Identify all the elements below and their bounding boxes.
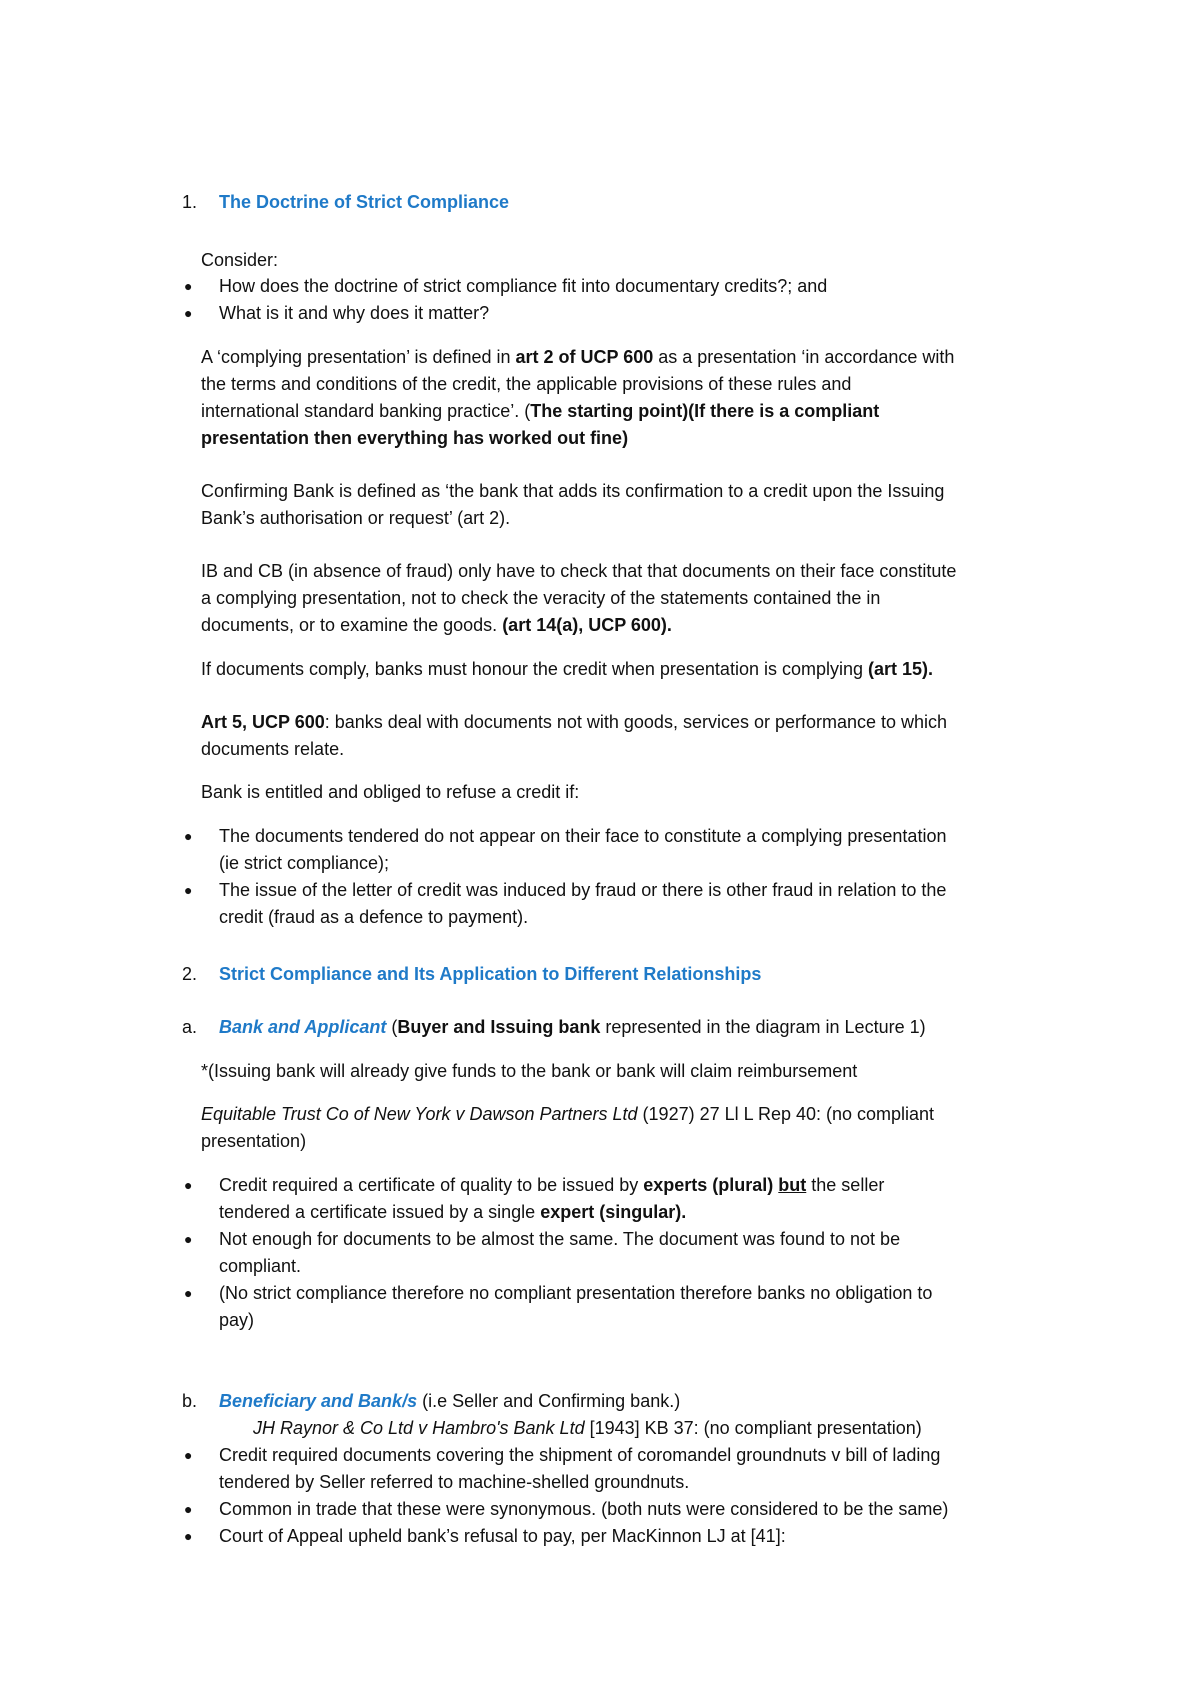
subsection-letter: b.	[182, 1391, 198, 1411]
case-bullet-line: tendered by Seller referred to machine-shelled groundnuts.	[219, 1472, 690, 1492]
paragraph-line	[201, 398, 879, 425]
case-bullet-line: compliant.	[219, 1256, 302, 1276]
consider-bullet: How does the doctrine of strict compliance fit into documentary credits?; and	[219, 276, 828, 296]
text-span: (	[386, 1017, 398, 1037]
text-span: (i.e Seller and Confirming bank.)	[417, 1391, 681, 1411]
case-name: JH Raynor & Co Ltd v Hambro's Bank Ltd	[253, 1418, 585, 1438]
case-bullet-line: Court of Appeal upheld bank’s refusal to pay, per MacKinnon LJ at [41]:	[219, 1526, 786, 1546]
consider-bullet: What is it and why does it matter?	[219, 303, 490, 323]
paragraph-line: presentation)	[201, 1131, 307, 1151]
section-heading: Strict Compliance and Its Application to Different Relationships	[219, 964, 762, 984]
case-bullet-line: Credit required documents covering the shipment of coromandel groundnuts v bill of lading	[219, 1445, 941, 1465]
paragraph-line: documents relate.	[201, 739, 345, 759]
case-bullet-line: (No strict compliance therefore no compliant presentation therefore banks no obligation to	[219, 1283, 933, 1303]
subsection-title: Beneficiary and Bank/s	[219, 1391, 418, 1411]
text-bold: art 2 of UCP 600	[515, 347, 654, 367]
paragraph-line: a complying presentation, not to check the veracity of the statements contained the in	[201, 588, 881, 608]
text-span: the seller	[806, 1175, 885, 1195]
text-span: tendered a certificate issued by a single	[219, 1202, 541, 1222]
subsection-title: Bank and Applicant	[219, 1017, 387, 1037]
case-bullet-line: pay)	[219, 1310, 255, 1330]
bullet-icon: ●	[184, 1528, 193, 1544]
section-heading: The Doctrine of Strict Compliance	[219, 192, 510, 212]
subsection-title-line	[219, 1388, 680, 1415]
bullet-icon: ●	[184, 1231, 193, 1247]
paragraph-line: Bank’s authorisation or request’ (art 2).	[201, 508, 511, 528]
bullet-icon: ●	[184, 1501, 193, 1517]
note-line: *(Issuing bank will already give funds to the bank or bank will claim reimbursement	[201, 1061, 858, 1081]
paragraph-line: IB and CB (in absence of fraud) only have to check that that documents on their face constitute	[201, 561, 957, 581]
bullet-icon: ●	[184, 1177, 193, 1193]
bullet-icon: ●	[184, 278, 193, 294]
paragraph-line: Confirming Bank is defined as ‘the bank that adds its confirmation to a credit upon the Issuing	[201, 481, 945, 501]
refuse-bullet-line: credit (fraud as a defence to payment).	[219, 907, 529, 927]
text-span: documents, or to examine the goods.	[201, 615, 503, 635]
subsection-title-line	[219, 1014, 926, 1041]
case-citation	[253, 1415, 922, 1442]
subsection-letter: a.	[182, 1017, 198, 1037]
bullet-icon: ●	[184, 305, 193, 321]
text-span: If documents comply, banks must honour the credit when presentation is complying	[201, 659, 869, 679]
paragraph-line	[201, 344, 954, 371]
text-bold-underline: but	[778, 1175, 807, 1195]
section-number: 2.	[182, 964, 198, 984]
bullet-icon: ●	[184, 828, 193, 844]
paragraph-line: Bank is entitled and obliged to refuse a credit if:	[201, 782, 580, 802]
paragraph-line: the terms and conditions of the credit, the applicable provisions of these rules and	[201, 374, 852, 394]
case-bullet-line: Common in trade that these were synonymous. (both nuts were considered to be the same)	[219, 1499, 949, 1519]
paragraph-line	[201, 656, 933, 683]
case-name: Equitable Trust Co of New York v Dawson Partners Ltd	[201, 1104, 638, 1124]
refuse-bullet-line: The documents tendered do not appear on their face to constitute a complying presentation	[219, 826, 947, 846]
text-span: Credit required a certificate of quality to be issued by	[219, 1175, 644, 1195]
refuse-bullet-line: The issue of the letter of credit was induced by fraud or there is other fraud in relation to the	[219, 880, 947, 900]
text-bold: (art 15).	[868, 659, 934, 679]
consider-label: Consider:	[201, 250, 279, 270]
case-bullet-line: Not enough for documents to be almost the same. The document was found to not be	[219, 1229, 901, 1249]
text-span: international standard banking practice’. (	[201, 401, 531, 421]
bullet-icon: ●	[184, 882, 193, 898]
text-span: A ‘complying presentation’ is defined in	[201, 347, 516, 367]
text-bold: experts (plural)	[643, 1175, 774, 1195]
paragraph-line	[201, 709, 947, 736]
refuse-bullet-line: (ie strict compliance);	[219, 853, 390, 873]
text-bold: Buyer and Issuing bank	[397, 1017, 601, 1037]
case-citation	[201, 1101, 934, 1128]
text-span: : banks deal with documents not with goods, services or performance to which	[324, 712, 948, 732]
text-bold: (art 14(a), UCP 600).	[502, 615, 672, 635]
text-bold: Art 5, UCP 600	[201, 712, 325, 732]
paragraph-line	[201, 425, 628, 452]
case-bullet-line	[219, 1172, 884, 1199]
text-bold: presentation then everything has worked out fine)	[201, 428, 629, 448]
text-span: represented in the diagram in Lecture 1)	[600, 1017, 926, 1037]
paragraph-line	[201, 612, 672, 639]
text-bold: The starting point)(If there is a compliant	[530, 401, 880, 421]
section-number: 1.	[182, 192, 198, 212]
bullet-icon: ●	[184, 1447, 193, 1463]
text-bold: expert (singular).	[540, 1202, 687, 1222]
bullet-icon: ●	[184, 1285, 193, 1301]
text-span: as a presentation ‘in accordance with	[653, 347, 955, 367]
text-span: [1943] KB 37: (no compliant presentation)	[584, 1418, 922, 1438]
case-bullet-line	[219, 1199, 686, 1226]
text-span: (1927) 27 Ll L Rep 40: (no compliant	[637, 1104, 935, 1124]
